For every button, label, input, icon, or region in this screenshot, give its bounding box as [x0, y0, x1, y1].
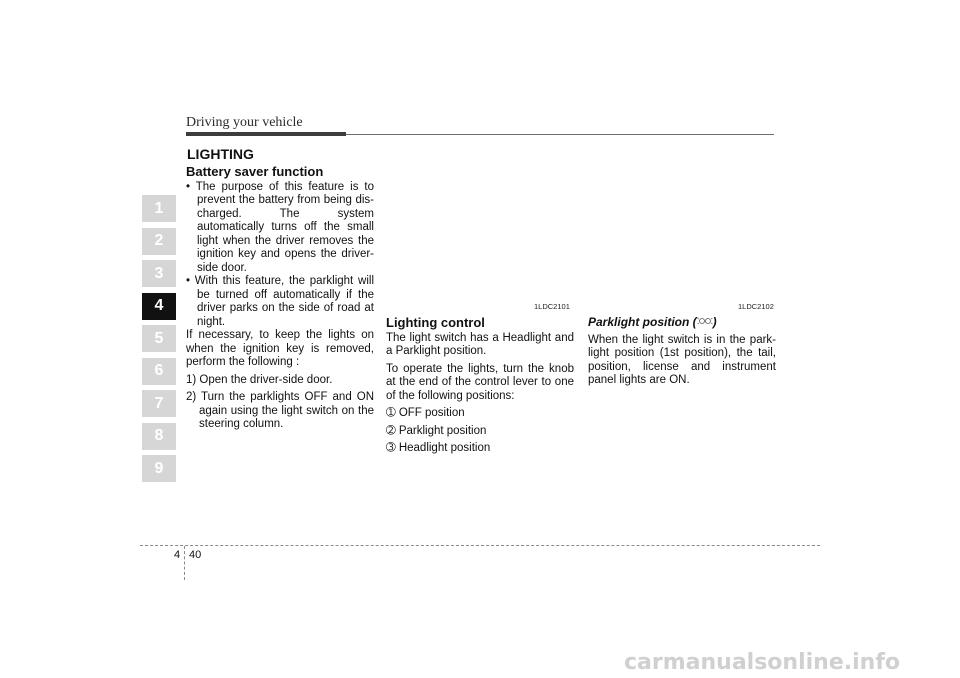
footer-chapter-number: 4: [174, 549, 181, 561]
footer-page-number: 40: [189, 549, 202, 561]
parklight-heading: [588, 316, 776, 330]
battery-saver-bullet-1: • The purpose of this feature is to prevent the battery from being dis-charged. The system automatically turns off the small light when the driver removes the ignition key and opens the driver- side door.: [186, 180, 374, 274]
lighting-control-heading: Lighting control: [386, 315, 485, 330]
battery-saver-column: [186, 165, 374, 432]
parklight-para: When the light switch is in the park-light position (1st position), the tail, position, license and instrument panel lights are ON.: [588, 333, 776, 387]
lighting-control-para-1: The light switch has a Headlight and a Parklight position.: [386, 331, 574, 357]
parklight-heading-suffix: ): [712, 315, 717, 329]
chapter-tab-5[interactable]: 5: [142, 325, 176, 352]
chapter-tab-2[interactable]: 2: [142, 228, 176, 255]
chapter-tab-4[interactable]: 4: [142, 293, 176, 320]
chapter-tab-7[interactable]: 7: [142, 390, 176, 417]
parklight-column: [588, 316, 776, 388]
section-heading: LIGHTING: [187, 146, 254, 162]
figure-code-left: 1LDC2101: [534, 302, 570, 311]
battery-saver-step-1: 1) Open the driver-side door.: [186, 373, 333, 386]
figure-code-right: 1LDC2102: [738, 302, 774, 311]
lighting-control-para-2: To operate the lights, turn the knob at the end of the control lever to one of the following positions:: [386, 362, 574, 402]
footer-dashed-rule: [140, 545, 820, 546]
chapter-tab-8[interactable]: 8: [142, 423, 176, 450]
page-header-title: Driving your vehicle: [186, 115, 303, 130]
lighting-control-column: [386, 316, 574, 456]
parklight-icon: [697, 316, 713, 330]
lighting-position-1: ➀ OFF position: [386, 407, 465, 419]
watermark-text: carmanualsonline.info: [624, 650, 900, 675]
chapter-tab-1[interactable]: 1: [142, 195, 176, 222]
battery-saver-heading: Battery saver function: [186, 164, 324, 179]
header-rule-thick: [186, 132, 346, 136]
lighting-position-2: ➁ Parklight position: [386, 424, 487, 437]
footer-dashed-divider: [184, 546, 185, 580]
parklight-heading-prefix: Parklight position (: [588, 315, 697, 329]
battery-saver-bullet-2: • With this feature, the parklight will be turned off automatically if the driver parks on the side of road at night.: [186, 275, 374, 328]
battery-saver-step-2: 2) Turn the parklights OFF and ON again using the light switch on the steering column.: [186, 391, 374, 430]
chapter-tab-9[interactable]: 9: [142, 455, 176, 482]
battery-saver-intro: If necessary, to keep the lights on when the ignition key is removed, perform the following :: [186, 329, 374, 368]
lighting-position-3: ➂ Headlight position: [386, 442, 491, 454]
chapter-tab-3[interactable]: 3: [142, 260, 176, 287]
chapter-tab-6[interactable]: 6: [142, 358, 176, 385]
header-rule-thin: [346, 134, 774, 135]
chapter-index: [142, 195, 176, 488]
